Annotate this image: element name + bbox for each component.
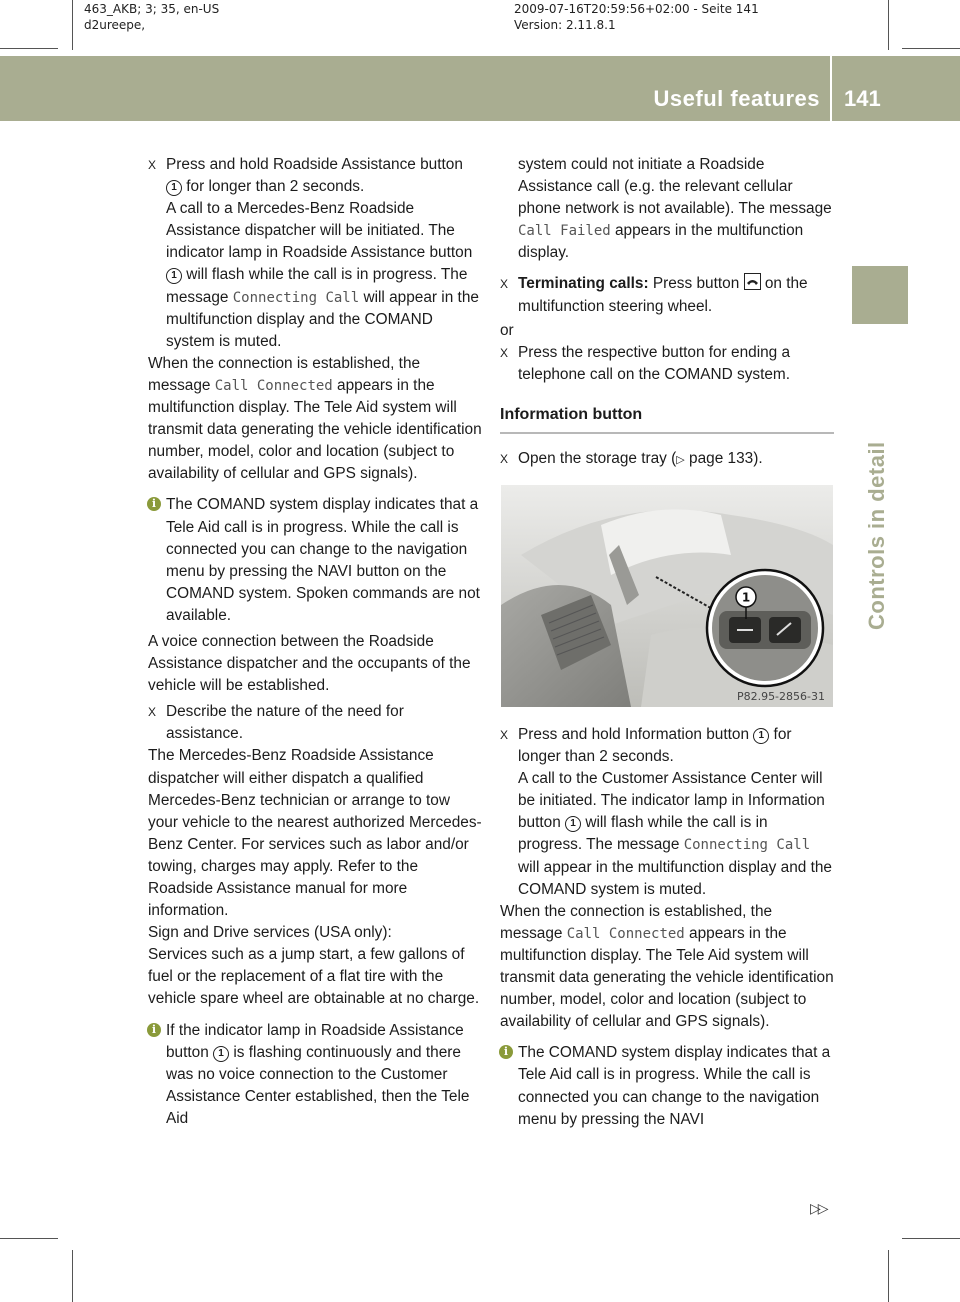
step-item: X Terminating calls: Press button on the multifunction steering wheel.	[500, 275, 808, 315]
info-icon: i	[499, 1045, 513, 1059]
display-message: Connecting Call	[683, 837, 811, 854]
display-message: Call Connected	[566, 925, 685, 942]
photo-illustration	[501, 485, 833, 707]
crop-mark	[888, 1250, 889, 1302]
crop-mark	[72, 1250, 73, 1302]
step-arrow-icon: X	[500, 451, 509, 466]
step-item: X Describe the nature of the need for assistance.	[148, 703, 404, 743]
continued-icon: ▷▷	[810, 1200, 826, 1216]
info-note: i The COMAND system display indicates that a Tele Aid call is in progress. While the call is connected you can change to the navigation menu by pressing the NAVI button on the COMAND system. Spoken commands are not available.	[148, 494, 482, 627]
callout-1-icon: 1	[753, 728, 769, 744]
side-section-label	[864, 441, 898, 640]
page-number: 141	[844, 86, 881, 111]
crop-mark	[72, 0, 73, 50]
info-note: i If the indicator lamp in Roadside Assistance button 1 is flashing continuously and there was no voice connection to the Customer Assistance Center established, then the Tele Aid	[148, 1020, 482, 1130]
info-note: i The COMAND system display indicates that a Tele Aid call is in progress. While the call is connected you can change to the navigation menu by pressing the NAVI	[500, 1042, 834, 1130]
paragraph: or	[500, 321, 514, 339]
paragraph: Services such as a jump start, a few gallons of fuel or the replacement of a flat tire with the vehicle spare wheel are obtainable at no charge.	[148, 946, 480, 1008]
step-item: X Press the respective button for ending a telephone call on the COMAND system.	[500, 343, 791, 383]
callout-1-icon: 1	[565, 816, 581, 832]
side-section-label-text: Controls in detail	[864, 441, 889, 630]
step-item: X Press and hold Information button 1 for longer than 2 seconds. A call to the Customer Assistance Center will be initiated. The indicator lamp in Information button 1 will flash while the call is in progress. The message Connecting Call will appear in the multifunction display and the COMAND system is muted.	[500, 726, 832, 898]
right-column-lower	[500, 724, 834, 1131]
callout-1-icon: 1	[166, 268, 182, 284]
print-meta-left-1: 463_AKB; 3; 35, en-US	[84, 2, 220, 16]
paragraph: The Mercedes-Benz Roadside Assistance dispatcher will either dispatch a qualified Mercedes-Benz technician or arrange to tow your vehicle to the nearest authorized Mercedes-Benz Center. For services such as labor and/or towing, charges may apply. Refer to the Roadside Assistance manual for more information.	[148, 747, 482, 920]
step-arrow-icon: X	[500, 728, 509, 742]
paragraph: Sign and Drive services (USA only):	[148, 924, 392, 942]
callout-1-icon: 1	[166, 180, 182, 196]
callout-1-icon: 1	[741, 590, 751, 605]
print-meta-right-2: Version: 2.11.8.1	[514, 18, 616, 32]
crop-mark	[902, 48, 960, 49]
step-arrow-icon: X	[500, 277, 509, 292]
display-message: Connecting Call	[232, 289, 360, 306]
step-arrow-icon: X	[148, 158, 157, 172]
page-ref-icon: ▷	[676, 453, 685, 466]
callout-1-icon: 1	[213, 1046, 229, 1062]
left-column	[148, 154, 482, 1130]
crop-mark	[902, 1238, 960, 1239]
paragraph: When the connection is established, the message Call Connected appears in the multifunction display. The Tele Aid system will transmit data generating the vehicle identification number, model, color and location (subject to availability of cellular and GPS signals).	[500, 902, 834, 1031]
right-column	[500, 154, 834, 471]
step-item: X Open the storage tray (▷ page 133).	[500, 448, 834, 471]
step-label: Terminating calls:	[518, 275, 649, 293]
crop-mark	[0, 48, 58, 49]
step-item: X Press and hold Roadside Assistance button 1 for longer than 2 seconds. A call to a Mercedes-Benz Roadside Assistance dispatcher will be initiated. The indicator lamp in Roadside Assistance button 1 will flash while the call is in progress. The message Connecting Call will appear in the multifunction display and the COMAND system is muted.	[148, 156, 479, 350]
paragraph: When the connection is established, the message Call Connected appears in the multifunction display. The Tele Aid system will transmit data generating the vehicle identification number, model, color and location (subject to availability of cellular and GPS signals).	[148, 354, 482, 483]
crop-mark	[0, 1238, 58, 1239]
crop-mark	[888, 0, 889, 50]
info-icon: i	[147, 1023, 161, 1037]
storage-tray-photo	[501, 485, 833, 707]
print-meta-left-2: d2ureepe,	[84, 18, 146, 32]
step-arrow-icon: X	[148, 705, 157, 720]
display-message: Call Failed	[518, 223, 611, 240]
photo-code: P82.95-2856-31	[736, 690, 825, 703]
page-title: Useful features	[653, 86, 820, 111]
info-icon: i	[147, 497, 161, 511]
paragraph: A voice connection between the Roadside Assistance dispatcher and the occupants of the vehicle will be established.	[148, 632, 471, 695]
step-arrow-icon: X	[500, 345, 509, 360]
header-separator	[830, 56, 832, 121]
section-heading: Information button	[500, 405, 643, 423]
paragraph: system could not initiate a Roadside Assistance call (e.g. the relevant cellular phone network is not available). The message Call Failed appears in the multifunction display.	[518, 156, 832, 262]
display-message: Call Connected	[214, 377, 333, 394]
print-meta-right-1: 2009-07-16T20:59:56+02:00 - Seite 141	[514, 2, 759, 16]
hang-up-icon	[744, 273, 761, 290]
